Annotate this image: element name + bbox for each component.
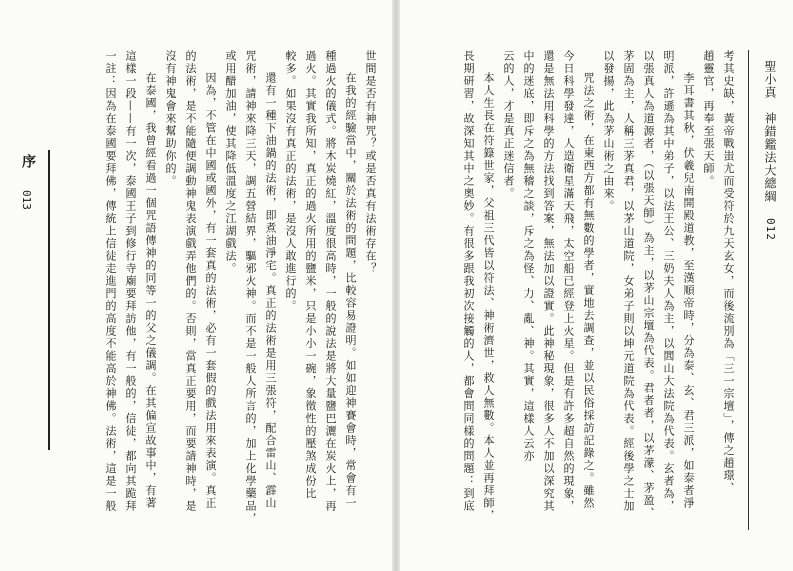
text-column: 長期研習，故深知其中之奧妙。有很多跟我初次接觸的人，都會問同樣的問題：到底 (462, 50, 475, 513)
text-column: 沒有神鬼會來幫助你的。 (164, 50, 177, 188)
text-column: 較多。如果沒有真正的法術，是沒人敢進行的。 (284, 50, 297, 313)
text-column: 今日科學發達，人造衛星滿天飛，太空船已經登上火星。但是有許多超自然的現象， (562, 50, 575, 513)
running-header-left (14, 150, 50, 450)
text-column: 世間是否有神咒？或是否真有法術存在？ (364, 50, 377, 275)
section-label: 序 (20, 154, 36, 168)
running-header-right (755, 60, 779, 241)
header-rule-right (748, 50, 749, 530)
right-page-body (408, 50, 738, 530)
text-column: 以張真人為道源者，（以張天師）為主，以茅山宗壇為代表。君者者，以茅濛、茅盈、 (642, 50, 655, 520)
text-column: 茅固為主，人稱三茅真君，以茅山道院，女弟子則以坤元道院為代表。經後學之士加 (622, 50, 635, 513)
text-column: 本人生長在符籙世家，父祖三代皆以符法、神術濟世，救人無數。本人並再拜師， (482, 72, 495, 522)
page-number-right: 012 (764, 217, 777, 241)
text-column: 在泰國，我曾經看過一個咒語傳神的同等一的父之儀調。在其偏宣故事中，有著 (144, 72, 157, 510)
text-column: 云的人，才是真正迷信者。 (502, 50, 515, 200)
page-number-left: 013 (20, 190, 33, 210)
text-column: 趙靈官，再奉至張天師。 (702, 50, 715, 188)
left-page-body (70, 50, 380, 530)
text-column: 一註：因為在泰國要拜佛，傳統上信徒走進門的高度不能高於神佛。法術，這是一般 (104, 50, 117, 513)
text-column: 這樣一段——有一次，泰國王子到修行寺廟要拜訪他，有一般的，信徒，都向其跪拜 (124, 50, 137, 513)
text-column: 因為，不管在中國或國外，有一套真的法術，必有一套假的戲法用來表演。真正 (204, 72, 217, 510)
text-column: 在我的經驗當中，關於法術的問題，比較容易證明。如如迎神賽會時，常會有一 (344, 72, 357, 510)
book-gutter (392, 0, 400, 571)
text-column: 還是無法用科學的方法找到答案，無法加以證實。此神秘現象，很多人不加以深究其 (542, 50, 555, 513)
text-column: 明派，許遜為其中弟子，以法王公、三奶夫人為主，以閭山大法院為代表。玄者為， (662, 50, 675, 513)
text-column: 還有一種下油鍋的法術，即煮油淨宅。真正的法術是用三張符，配合雷山、霹山 (264, 72, 277, 510)
text-column: 中的迷底，即斥之為無稽之談，斥之為怪、力、亂、神。其實，這樣人云亦 (522, 50, 535, 463)
text-column: 或用醋加油，使其降低溫度之江湖戲法。 (224, 50, 237, 275)
text-column: 李耳書其秋，伏羲兒南開殿道教，至漢順帝時，分為泰、玄、君三派，如泰者淨 (682, 72, 695, 510)
text-column: 種過火的儀式。將木炭燒紅，溫度很高時，一般的說法是將大量鹽巴灑在炭火上，再 (324, 50, 337, 513)
text-column: 的法術，是不能隨便調動神鬼表演戲弄他們的。否則，當真正要用，而要請神時，是 (184, 50, 197, 513)
text-column: 過火。其實我所知，真正的過火所用的鹽米，只是小小一碗，象徵性的壓煞成份比 (304, 50, 317, 500)
book-title: 聖小真 神錯鑑法大總綱 (763, 60, 777, 203)
text-column: 咒術，請神來降三天，調五營結界，驅邪火神。而不是一般人所言的，加上化學藥品， (244, 50, 257, 525)
text-column: 考其史缺，黃帝戰蚩尤而受符於九天玄女，而後流別為「三一宗壇」，傳之趙璟、 (722, 50, 735, 495)
text-column: 咒法之術，在東西方都有無數的學者，實地去調查，並以民俗採訪記錄之。雖然 (582, 72, 595, 510)
text-column: 以發揚，此為茅山術之由來。 (602, 50, 615, 213)
